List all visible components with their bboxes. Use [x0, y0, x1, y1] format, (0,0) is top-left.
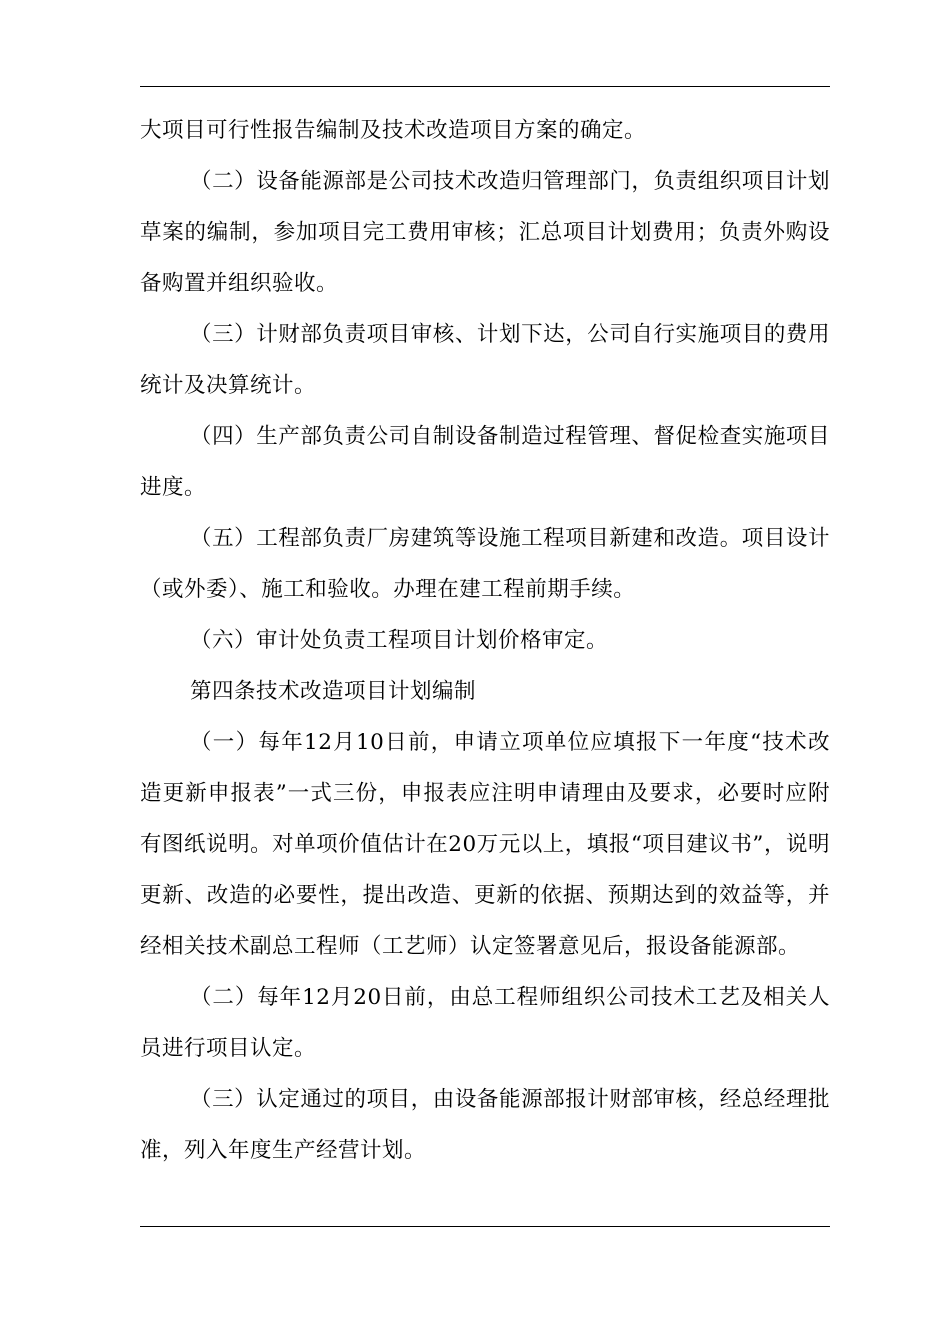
paragraph: （一）每年12月10日前，申请立项单位应填报下一年度“技术改造更新申报表”一式三份，申报表应注明申请理由及要求，必要时应附有图纸说明。对单项价值估计在20万元以上，填报“项目建议书”，说明更新、改造的必要性，提出改造、更新的依据、预期达到的效益等，并经相关技术副总工程师（工艺师）认定签署意见后，报设备能源部。: [140, 730, 830, 959]
paragraph: 大项目可行性报告编制及技术改造项目方案的确定。: [140, 118, 647, 143]
paragraph: （四）生产部负责公司自制设备制造过程管理、督促检查实施项目进度。: [140, 424, 830, 500]
paragraph: （三）计财部负责项目审核、计划下达，公司自行实施项目的费用统计及决算统计。: [140, 322, 830, 398]
paragraph: （三）认定通过的项目，由设备能源部报计财部审核，经总经理批准，列入年度生产经营计划。: [140, 1087, 830, 1163]
paragraph: （六）审计处负责工程项目计划价格审定。: [190, 628, 609, 653]
footer-rule: [140, 1226, 830, 1227]
header-rule: [140, 86, 830, 87]
paragraph: （二）设备能源部是公司技术改造归管理部门，负责组织项目计划草案的编制，参加项目完工费用审核；汇总项目计划费用；负责外购设备购置并组织验收。: [140, 169, 830, 296]
document-body: [140, 105, 830, 1176]
paragraph: （二）每年12月20日前，由总工程师组织公司技术工艺及相关人员进行项目认定。: [140, 985, 830, 1061]
paragraph: （五）工程部负责厂房建筑等设施工程项目新建和改造。项目设计（或外委）、施工和验收。办理在建工程前期手续。: [140, 526, 830, 602]
section-heading: 第四条技术改造项目计划编制: [190, 679, 477, 704]
